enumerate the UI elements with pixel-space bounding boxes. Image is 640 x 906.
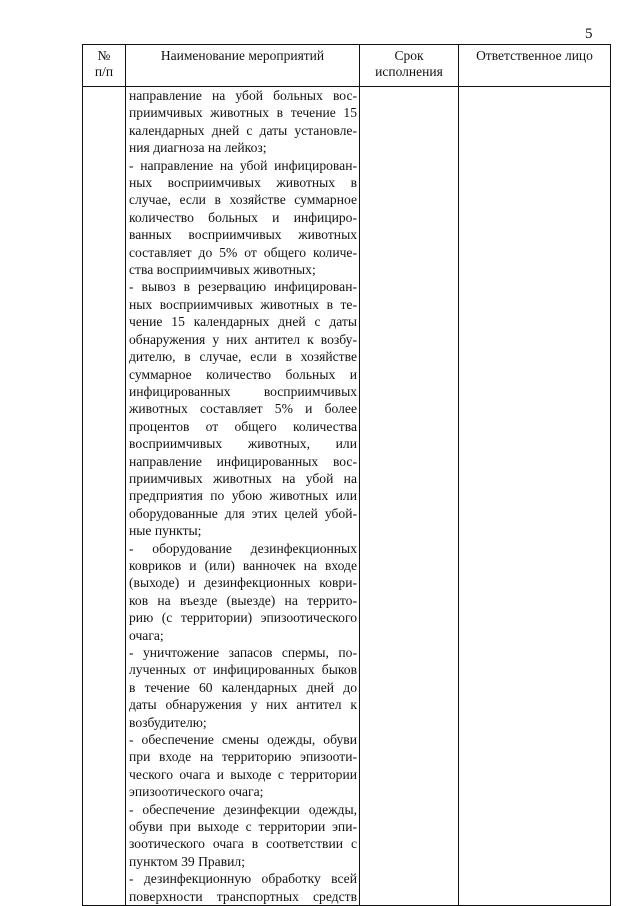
measure-text-line: - уничтожение запасов спермы, по- (129, 645, 357, 660)
measure-text-line: ства восприимчивых животных; (129, 262, 316, 278)
header-term-line-1: Срок (394, 48, 424, 63)
measure-text-line: направление на убой больных вос- (129, 88, 357, 103)
measure-text-line: оборудованные для этих целей убой- (129, 505, 357, 521)
header-term-line-2: исполнения (375, 64, 443, 79)
measures-table (82, 44, 611, 906)
measure-text-line: дителю, в случае, если в хозяйстве (129, 349, 357, 365)
header-number (83, 45, 126, 87)
cell-measures-text (126, 87, 360, 906)
measure-text-line: ных восприимчивых животных в те- (129, 296, 357, 312)
measure-text-line: - вывоз в резервацию инфицирован- (129, 279, 357, 295)
measure-text-line: лученных от инфицированных быков (129, 662, 357, 678)
measure-text-line: поверхности транспортных средств (129, 888, 357, 904)
measure-text-line: ных восприимчивых животных в (129, 175, 357, 191)
measure-text-line: ванных восприимчивых животных (129, 227, 357, 243)
measure-text-line: ческого очага и выходе с территории (129, 766, 357, 782)
measure-text-line: календарных дней с даты установле- (129, 122, 357, 138)
measure-text-line: предприятия по убою животных или (129, 488, 357, 504)
header-responsible (459, 45, 611, 87)
header-name-line-1: Наименование мероприятий (160, 48, 325, 63)
measure-text-line: чение 15 календарных дней с даты (129, 314, 357, 330)
measure-text-line: ковриков и (или) ванночек на входе (129, 557, 357, 573)
measure-text-line: составляет до 5% от общего количе- (129, 244, 357, 260)
measure-text-line: восприимчивых животных, или (129, 436, 357, 452)
header-term (360, 45, 459, 87)
measure-text-line: (выходе) и дезинфекционных коври- (129, 575, 357, 591)
table-header-row (83, 45, 611, 87)
measure-text-line: в течение 60 календарных дней до (129, 679, 357, 695)
measure-text-line: возбудителю; (129, 714, 207, 730)
measure-text-line: - дезинфекционную обработку всей (129, 871, 357, 887)
cell-responsible (459, 87, 611, 906)
header-name (126, 45, 360, 87)
measure-text-line: - обеспечение смены одежды, обуви (129, 732, 357, 748)
header-number-line-2: п/п (94, 64, 114, 79)
cell-number (83, 87, 126, 906)
measure-text-line: эпизоотического очага; (129, 784, 264, 800)
table-row (83, 87, 611, 906)
measure-text-line: - обеспечение дезинфекции одежды, (129, 801, 357, 817)
measure-text-line: инфицированных восприимчивых (129, 383, 357, 399)
measure-text-line: при входе на территорию эпизооти- (129, 749, 357, 765)
measure-text-line: пунктом 39 Правил; (129, 853, 245, 869)
cell-term (360, 87, 459, 906)
measure-text-line: суммарное количество больных и (129, 366, 357, 382)
measure-text-line: - направление на убой инфицирован- (129, 157, 357, 173)
measure-text-line: количество больных и инфициро- (129, 209, 357, 225)
measure-text-line: случае, если в хозяйстве суммарное (129, 192, 357, 208)
measure-text-line: приимчивых животных в течение 15 (129, 105, 357, 121)
measure-text-line: обнаружения у них антител к возбу- (129, 331, 357, 347)
measure-text-line: приимчивых животных на убой на (129, 470, 357, 486)
header-responsible-line-1: Ответственное лицо (476, 48, 593, 63)
measure-text-line: ные пункты; (129, 523, 202, 539)
measure-text-line: ков на въезде (выезде) на террито- (129, 592, 357, 608)
page-number: 5 (585, 26, 593, 42)
measure-text-line: очага; (129, 627, 164, 643)
measure-text-line: направление инфицированных вос- (129, 453, 357, 469)
header-number-line-1: № (97, 48, 111, 63)
measure-text-line: ния диагноза на лейкоз; (129, 140, 267, 156)
measure-text-line: животных составляет 5% и более (129, 401, 357, 417)
measure-text-line: обуви при выходе с территории эпи- (129, 819, 357, 835)
measure-text-line: рию (с территории) эпизоотического (129, 610, 357, 626)
measure-text-line: - оборудование дезинфекционных (129, 540, 357, 556)
measure-text-line: даты обнаружения у них антител к (129, 697, 357, 713)
measure-text-line: процентов от общего количества (129, 418, 357, 434)
measure-text-line: зоотического очага в соответствии с (129, 836, 357, 852)
